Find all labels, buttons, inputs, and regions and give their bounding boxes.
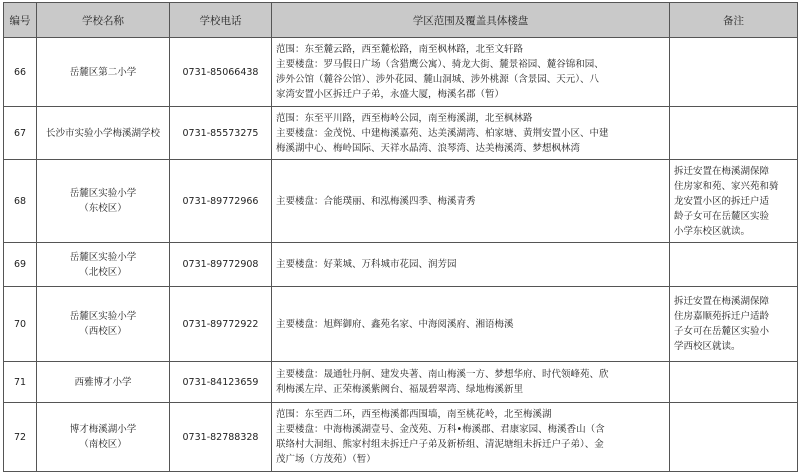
- school-name: [37, 243, 170, 287]
- school-name: [37, 107, 170, 160]
- school-phone: 0731-85066438: [170, 38, 272, 107]
- row-number: 72: [4, 403, 37, 472]
- header-remarks: 备注: [670, 3, 798, 38]
- school-name-line: 岳麓区实验小学: [69, 311, 137, 322]
- table-row: [4, 362, 798, 403]
- header-school-phone: 学校电话: [170, 3, 272, 38]
- school-phone: 0731-84123659: [170, 362, 272, 403]
- remark-line: 学西校区就读。: [674, 341, 741, 352]
- table-row: [4, 243, 798, 287]
- scope-line: 主要楼盘：好莱城、万科城市花园、润芳园: [276, 259, 457, 270]
- school-name-line: 岳麓区第二小学: [69, 66, 137, 78]
- row-number: 69: [4, 243, 37, 287]
- remark-line: 住房嘉顺苑拆迁户适龄: [674, 311, 770, 322]
- school-campus-line: （南校区）: [79, 439, 127, 450]
- school-campus-line: （东校区）: [79, 203, 127, 214]
- remarks: [670, 287, 798, 362]
- header-no: 编号: [4, 3, 37, 38]
- school-campus-line: （西校区）: [79, 326, 127, 337]
- remark-line: 住房家和苑、家兴苑和骑: [674, 180, 779, 192]
- scope-line: 范围：东至平川路，西至梅岭公园，南至梅溪湖，北至枫林路: [276, 112, 533, 124]
- table-row: [4, 107, 798, 160]
- school-phone: 0731-89772908: [170, 243, 272, 287]
- scope-line: 主要楼盘：晟通牡丹舸、建发央著、南山梅溪一方、梦想华府、时代领峰苑、欣: [276, 369, 609, 380]
- header-school-name: 学校名称: [37, 3, 170, 38]
- remarks: [670, 38, 798, 107]
- scope-line: 家湾安置小区拆迁户子弟，永盛大厦，梅溪名郡（暂）: [276, 89, 505, 100]
- remark-line: 小学东校区就读。: [674, 225, 751, 237]
- school-phone: 0731-85573275: [170, 107, 272, 160]
- remark-line: 拆迁安置在梅溪湖保障: [674, 296, 770, 307]
- district-scope: [272, 243, 670, 287]
- scope-line: 范围：东至西二环，西至梅溪都西围墙，南至桃花岭，北至梅溪湖: [276, 409, 552, 420]
- school-name: [37, 160, 170, 243]
- school-name-line: 西雅博才小学: [74, 376, 132, 388]
- district-scope: [272, 403, 670, 472]
- school-name-line: 长沙市实验小学梅溪湖学校: [45, 127, 160, 139]
- remarks: [670, 160, 798, 243]
- remark-line: 子女可在岳麓区实验小: [674, 326, 770, 337]
- school-name-line: 岳麓区实验小学: [69, 188, 137, 199]
- school-name: [37, 403, 170, 472]
- school-name: [37, 38, 170, 107]
- school-name: [37, 362, 170, 403]
- scope-line: 利梅溪左岸、正荣梅溪紫阙台、福晟碧翠湾、绿地梅溪新里: [276, 384, 524, 395]
- remarks: [670, 403, 798, 472]
- table-row: [4, 403, 798, 472]
- remark-line: 龄子女可在岳麓区实验: [674, 210, 770, 222]
- table-header-row: [4, 3, 798, 38]
- scope-line: 梅溪湖中心、梅岭国际、天祥水晶湾、浪琴湾、达美梅溪湾、梦想枫林湾: [276, 142, 581, 154]
- school-campus-line: （北校区）: [79, 266, 127, 278]
- scope-line: 主要楼盘：罗马假日广场（含猎鹰公寓）、骑龙大街、麓景裕园、麓谷锦和园、: [276, 59, 604, 70]
- scope-line: 联络村大洞组、熊家村组未拆迁户子弟及新桥组、清泥塘组未拆迁户子弟）、金: [276, 439, 604, 450]
- header-district-scope: 学区范围及覆盖具体楼盘: [272, 3, 670, 38]
- district-scope: [272, 362, 670, 403]
- remark-line: 拆迁安置在梅溪湖保障: [674, 165, 770, 177]
- row-number: 67: [4, 107, 37, 160]
- scope-line: 主要楼盘：旭辉御府、鑫苑名家、中海阅溪府、湘语梅溪: [276, 318, 514, 330]
- school-district-table: [3, 2, 798, 472]
- school-phone: 0731-82788328: [170, 403, 272, 472]
- district-scope: [272, 38, 670, 107]
- row-number: 70: [4, 287, 37, 362]
- school-name: [37, 287, 170, 362]
- row-number: 71: [4, 362, 37, 403]
- school-phone: 0731-89772966: [170, 160, 272, 243]
- school-name-line: 博才梅溪湖小学: [69, 424, 137, 435]
- scope-line: 主要楼盘：合能璞丽、和泓梅溪四季、梅溪青秀: [276, 195, 476, 207]
- scope-line: 主要楼盘：中海梅溪湖壹号、金茂苑、万科•梅溪郡、君康家园、梅溪香山（含: [276, 424, 605, 435]
- table-row: [4, 38, 798, 107]
- row-number: 68: [4, 160, 37, 243]
- district-scope: [272, 160, 670, 243]
- row-number: 66: [4, 38, 37, 107]
- scope-line: 范围：东至麓云路，西至麓松路，南至枫林路，北至文轩路: [276, 44, 524, 55]
- remarks: [670, 243, 798, 287]
- remarks: [670, 362, 798, 403]
- scope-line: 茂广场（方茂苑）（暂）: [276, 454, 376, 465]
- school-phone: 0731-89772922: [170, 287, 272, 362]
- district-scope: [272, 287, 670, 362]
- district-scope: [272, 107, 670, 160]
- table-row: [4, 287, 798, 362]
- table-row: [4, 160, 798, 243]
- remarks: [670, 107, 798, 160]
- remark-line: 龙安置小区的拆迁户适: [674, 195, 770, 207]
- scope-line: 涉外公馆（麓谷公馆）、涉外花园、麓山洞城、涉外桃源（含景园、天元）、八: [276, 74, 600, 85]
- school-name-line: 岳麓区实验小学: [69, 251, 137, 263]
- scope-line: 主要楼盘：金茂悦、中建梅溪嘉苑、达美溪湖湾、柏家塘、黄荆安置小区、中建: [276, 127, 609, 139]
